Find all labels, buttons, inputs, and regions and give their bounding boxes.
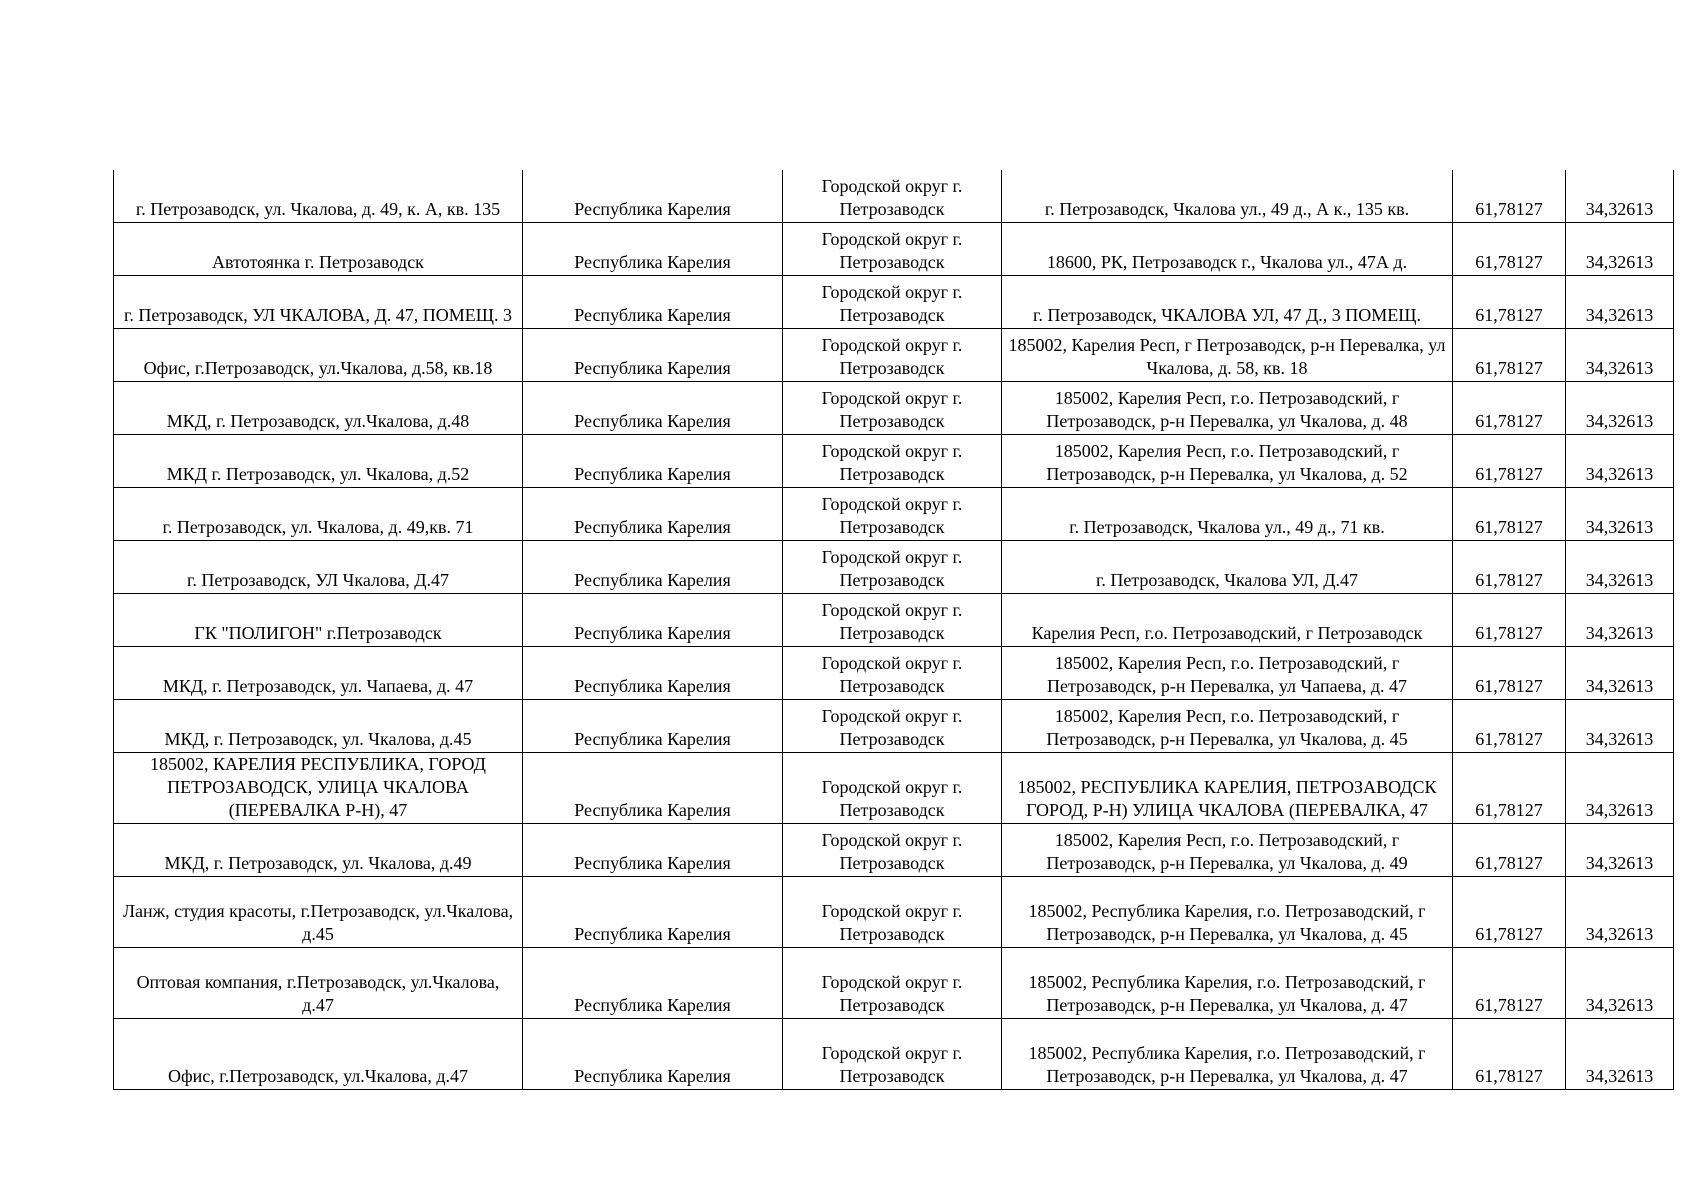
cell-latitude: 61,78127 <box>1453 753 1566 824</box>
table-row <box>114 877 1674 948</box>
cell-district: Городской округ г. Петрозаводск <box>783 594 1002 647</box>
cell-address: 185002, Республика Карелия, г.о. Петрозаводский, г Петрозаводск, р-н Перевалка, ул Чкалова, д. 47 <box>1002 1019 1453 1090</box>
cell-district: Городской округ г. Петрозаводск <box>783 276 1002 329</box>
cell-longitude: 34,32613 <box>1566 170 1674 223</box>
cell-region: Республика Карелия <box>523 1019 783 1090</box>
table-row <box>114 647 1674 700</box>
cell-latitude: 61,78127 <box>1453 329 1566 382</box>
cell-name: Офис, г.Петрозаводск, ул.Чкалова, д.58, кв.18 <box>114 329 523 382</box>
cell-latitude: 61,78127 <box>1453 223 1566 276</box>
cell-name: МКД, г. Петрозаводск, ул. Чапаева, д. 47 <box>114 647 523 700</box>
cell-longitude: 34,32613 <box>1566 541 1674 594</box>
cell-district: Городской округ г. Петрозаводск <box>783 488 1002 541</box>
table-row <box>114 824 1674 877</box>
cell-address: 185002, Карелия Респ, г.о. Петрозаводский, г Петрозаводск, р-н Перевалка, ул Чкалова, д. 45 <box>1002 700 1453 753</box>
cell-region: Республика Карелия <box>523 541 783 594</box>
cell-name: г. Петрозаводск, ул. Чкалова, д. 49,кв. 71 <box>114 488 523 541</box>
cell-district: Городской округ г. Петрозаводск <box>783 647 1002 700</box>
cell-address: 185002, Карелия Респ, г.о. Петрозаводский, г Петрозаводск, р-н Перевалка, ул Чкалова, д. 52 <box>1002 435 1453 488</box>
cell-name: МКД, г. Петрозаводск, ул. Чкалова, д.49 <box>114 824 523 877</box>
cell-name: ГК "ПОЛИГОН" г.Петрозаводск <box>114 594 523 647</box>
cell-address: 185002, Республика Карелия, г.о. Петрозаводский, г Петрозаводск, р-н Перевалка, ул Чкалова, д. 47 <box>1002 948 1453 1019</box>
cell-longitude: 34,32613 <box>1566 824 1674 877</box>
cell-longitude: 34,32613 <box>1566 276 1674 329</box>
table-row <box>114 329 1674 382</box>
cell-address: г. Петрозаводск, Чкалова УЛ, Д.47 <box>1002 541 1453 594</box>
cell-district: Городской округ г. Петрозаводск <box>783 877 1002 948</box>
cell-district: Городской округ г. Петрозаводск <box>783 329 1002 382</box>
cell-region: Республика Карелия <box>523 435 783 488</box>
cell-name: МКД г. Петрозаводск, ул. Чкалова, д.52 <box>114 435 523 488</box>
cell-longitude: 34,32613 <box>1566 700 1674 753</box>
table-row <box>114 1019 1674 1090</box>
table-row <box>114 170 1674 223</box>
cell-latitude: 61,78127 <box>1453 877 1566 948</box>
cell-district: Городской округ г. Петрозаводск <box>783 700 1002 753</box>
cell-region: Республика Карелия <box>523 647 783 700</box>
cell-name: г. Петрозаводск, ул. Чкалова, д. 49, к. А, кв. 135 <box>114 170 523 223</box>
cell-address: 18600, РК, Петрозаводск г., Чкалова ул., 47А д. <box>1002 223 1453 276</box>
table-row <box>114 223 1674 276</box>
cell-longitude: 34,32613 <box>1566 488 1674 541</box>
table-row <box>114 435 1674 488</box>
cell-region: Республика Карелия <box>523 170 783 223</box>
cell-latitude: 61,78127 <box>1453 276 1566 329</box>
cell-region: Республика Карелия <box>523 329 783 382</box>
cell-name: Автотоянка г. Петрозаводск <box>114 223 523 276</box>
cell-longitude: 34,32613 <box>1566 329 1674 382</box>
cell-name: Оптовая компания, г.Петрозаводск, ул.Чкалова, д.47 <box>114 948 523 1019</box>
cell-longitude: 34,32613 <box>1566 647 1674 700</box>
cell-district: Городской округ г. Петрозаводск <box>783 824 1002 877</box>
cell-address: 185002, Республика Карелия, г.о. Петрозаводский, г Петрозаводск, р-н Перевалка, ул Чкалова, д. 45 <box>1002 877 1453 948</box>
table-row <box>114 700 1674 753</box>
cell-latitude: 61,78127 <box>1453 382 1566 435</box>
cell-region: Республика Карелия <box>523 753 783 824</box>
cell-latitude: 61,78127 <box>1453 170 1566 223</box>
cell-region: Республика Карелия <box>523 382 783 435</box>
cell-address: г. Петрозаводск, ЧКАЛОВА УЛ, 47 Д., 3 ПОМЕЩ. <box>1002 276 1453 329</box>
cell-longitude: 34,32613 <box>1566 382 1674 435</box>
cell-district: Городской округ г. Петрозаводск <box>783 541 1002 594</box>
cell-region: Республика Карелия <box>523 948 783 1019</box>
cell-longitude: 34,32613 <box>1566 948 1674 1019</box>
table-row <box>114 541 1674 594</box>
table-row <box>114 594 1674 647</box>
cell-longitude: 34,32613 <box>1566 594 1674 647</box>
cell-latitude: 61,78127 <box>1453 488 1566 541</box>
table-row <box>114 488 1674 541</box>
cell-latitude: 61,78127 <box>1453 948 1566 1019</box>
cell-district: Городской округ г. Петрозаводск <box>783 382 1002 435</box>
cell-district: Городской округ г. Петрозаводск <box>783 1019 1002 1090</box>
cell-latitude: 61,78127 <box>1453 700 1566 753</box>
table-row <box>114 276 1674 329</box>
cell-address: 185002, РЕСПУБЛИКА КАРЕЛИЯ, ПЕТРОЗАВОДСК ГОРОД, Р-Н) УЛИЦА ЧКАЛОВА (ПЕРЕВАЛКА, 47 <box>1002 753 1453 824</box>
cell-longitude: 34,32613 <box>1566 1019 1674 1090</box>
table-body <box>114 170 1674 1090</box>
cell-name: г. Петрозаводск, УЛ Чкалова, Д.47 <box>114 541 523 594</box>
cell-name: Ланж, студия красоты, г.Петрозаводск, ул.Чкалова, д.45 <box>114 877 523 948</box>
cell-district: Городской округ г. Петрозаводск <box>783 753 1002 824</box>
cell-name: МКД, г. Петрозаводск, ул. Чкалова, д.45 <box>114 700 523 753</box>
cell-region: Республика Карелия <box>523 824 783 877</box>
cell-latitude: 61,78127 <box>1453 541 1566 594</box>
cell-address: г. Петрозаводск, Чкалова ул., 49 д., А к., 135 кв. <box>1002 170 1453 223</box>
cell-district: Городской округ г. Петрозаводск <box>783 948 1002 1019</box>
cell-region: Республика Карелия <box>523 594 783 647</box>
cell-address: 185002, Карелия Респ, г.о. Петрозаводский, г Петрозаводск, р-н Перевалка, ул Чкалова, д. 48 <box>1002 382 1453 435</box>
cell-latitude: 61,78127 <box>1453 647 1566 700</box>
cell-address: г. Петрозаводск, Чкалова ул., 49 д., 71 кв. <box>1002 488 1453 541</box>
cell-latitude: 61,78127 <box>1453 435 1566 488</box>
cell-name: 185002, КАРЕЛИЯ РЕСПУБЛИКА, ГОРОД ПЕТРОЗАВОДСК, УЛИЦА ЧКАЛОВА (ПЕРЕВАЛКА Р-Н), 47 <box>114 753 523 824</box>
addresses-table <box>113 170 1674 1090</box>
cell-region: Республика Карелия <box>523 877 783 948</box>
table-row <box>114 753 1674 824</box>
cell-name: г. Петрозаводск, УЛ ЧКАЛОВА, Д. 47, ПОМЕЩ. 3 <box>114 276 523 329</box>
cell-latitude: 61,78127 <box>1453 824 1566 877</box>
cell-address: 185002, Карелия Респ, г Петрозаводск, р-н Перевалка, ул Чкалова, д. 58, кв. 18 <box>1002 329 1453 382</box>
cell-region: Республика Карелия <box>523 276 783 329</box>
cell-longitude: 34,32613 <box>1566 223 1674 276</box>
cell-longitude: 34,32613 <box>1566 435 1674 488</box>
cell-address: Карелия Респ, г.о. Петрозаводский, г Петрозаводск <box>1002 594 1453 647</box>
cell-district: Городской округ г. Петрозаводск <box>783 435 1002 488</box>
cell-address: 185002, Карелия Респ, г.о. Петрозаводский, г Петрозаводск, р-н Перевалка, ул Чапаева, д. 47 <box>1002 647 1453 700</box>
cell-latitude: 61,78127 <box>1453 1019 1566 1090</box>
cell-region: Республика Карелия <box>523 223 783 276</box>
table-row <box>114 382 1674 435</box>
cell-longitude: 34,32613 <box>1566 753 1674 824</box>
cell-district: Городской округ г. Петрозаводск <box>783 223 1002 276</box>
cell-name: Офис, г.Петрозаводск, ул.Чкалова, д.47 <box>114 1019 523 1090</box>
cell-region: Республика Карелия <box>523 488 783 541</box>
cell-region: Республика Карелия <box>523 700 783 753</box>
cell-longitude: 34,32613 <box>1566 877 1674 948</box>
cell-district: Городской округ г. Петрозаводск <box>783 170 1002 223</box>
table-row <box>114 948 1674 1019</box>
cell-latitude: 61,78127 <box>1453 594 1566 647</box>
cell-address: 185002, Карелия Респ, г.о. Петрозаводский, г Петрозаводск, р-н Перевалка, ул Чкалова, д. 49 <box>1002 824 1453 877</box>
cell-name: МКД, г. Петрозаводск, ул.Чкалова, д.48 <box>114 382 523 435</box>
